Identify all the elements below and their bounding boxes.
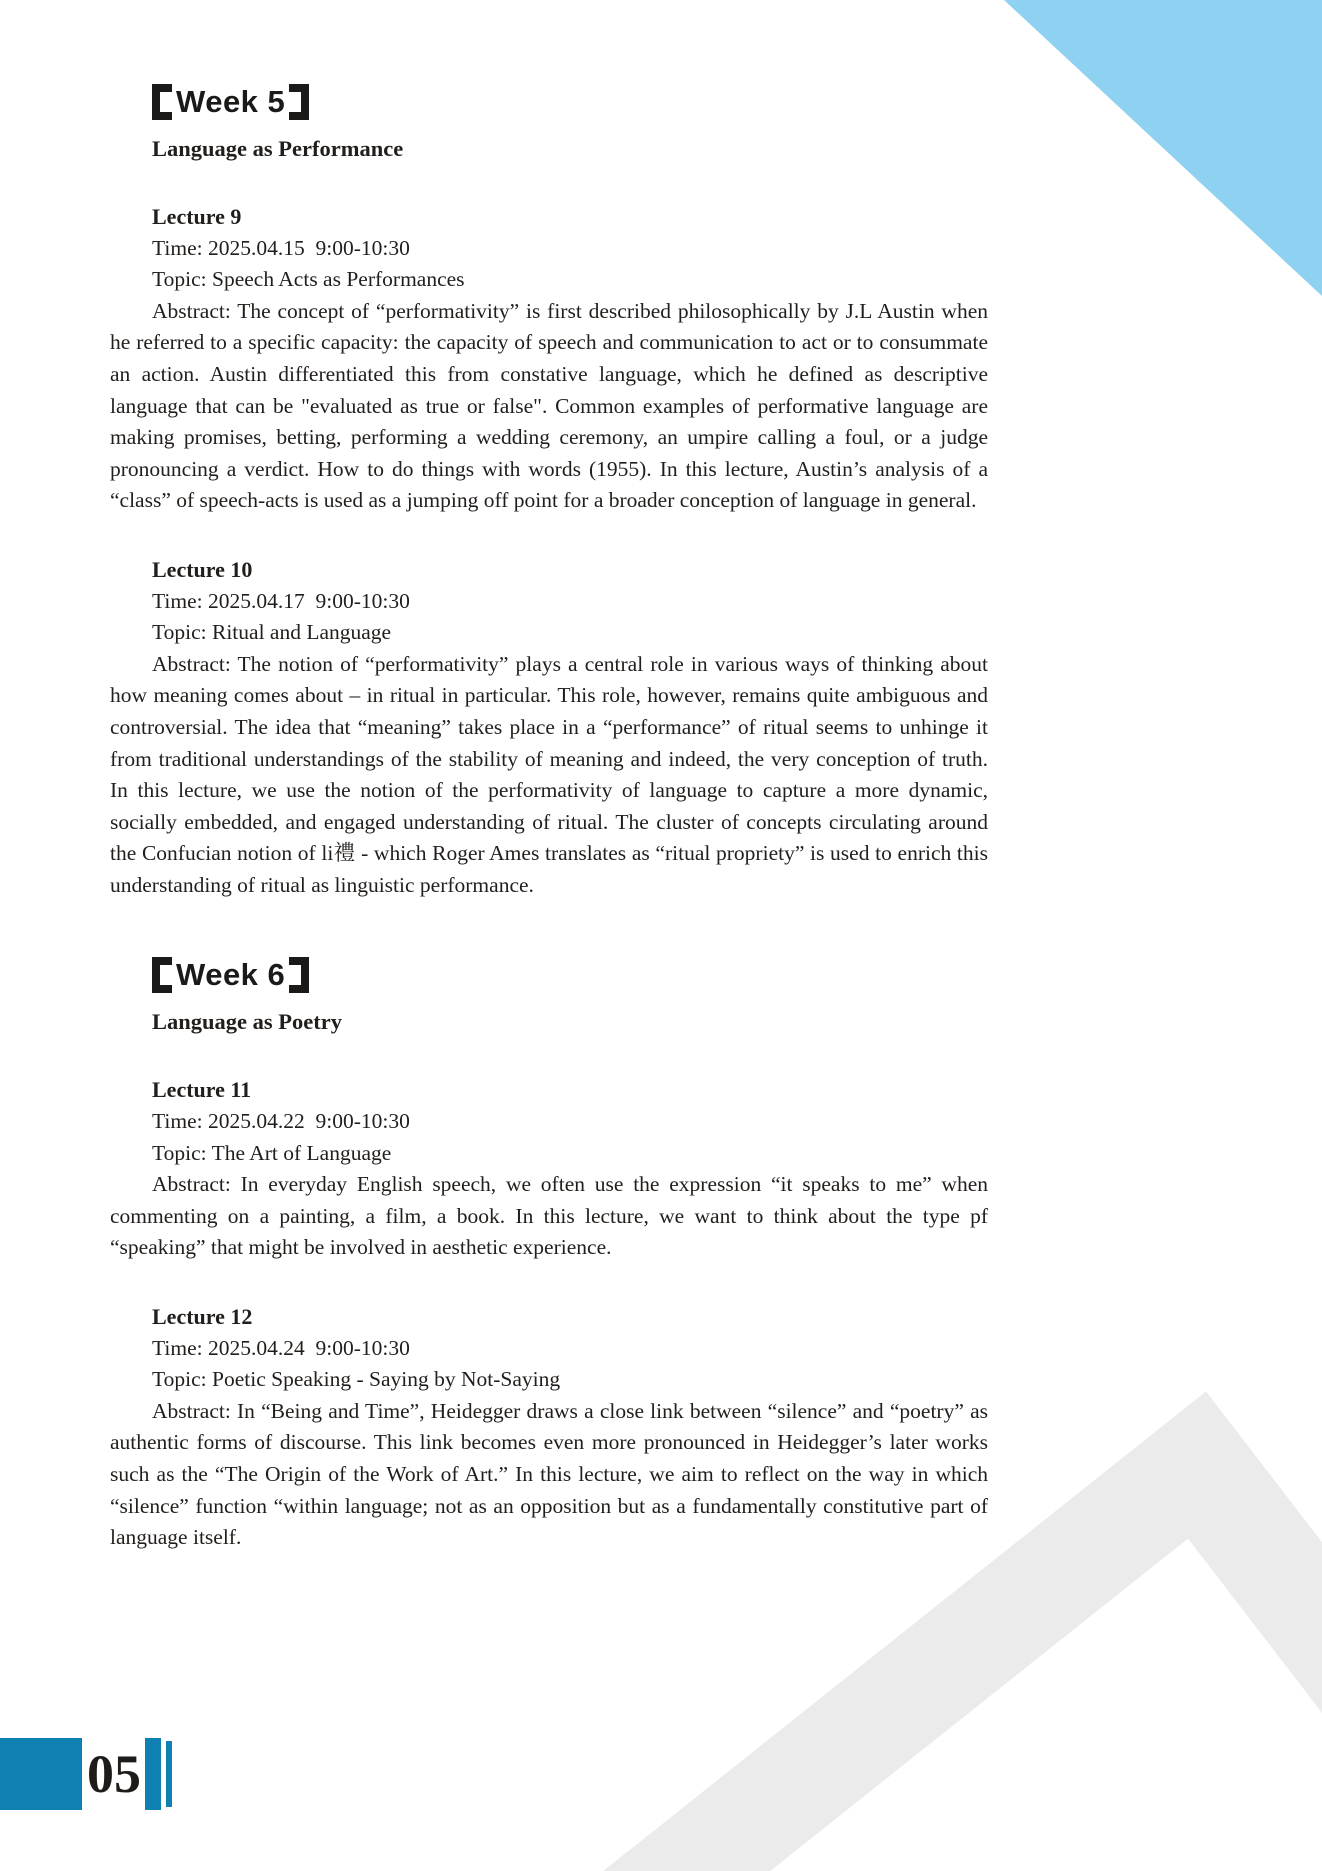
lenticular-bracket-left-icon (152, 84, 173, 120)
week-6-label: Week 6 (176, 957, 286, 993)
lecture-10-topic: Topic: Ritual and Language (152, 620, 392, 645)
lecture-10-title: Lecture 10 (152, 556, 253, 582)
week-6-section (110, 957, 988, 1553)
week-5-heading (152, 84, 988, 120)
lecture-11-title: Lecture 11 (152, 1077, 252, 1103)
lecture-11 (110, 1074, 988, 1264)
lecture-12-time: Time: 2025.04.24 9:00-10:30 (152, 1335, 410, 1360)
week-5-subtitle: Language as Performance (152, 136, 404, 161)
lecture-12 (110, 1301, 988, 1554)
week-5-section (110, 84, 988, 901)
footer-bar-thin (166, 1741, 172, 1807)
corner-triangle-decoration (1004, 0, 1322, 296)
lecture-9 (110, 201, 988, 517)
week-5-label: Week 5 (176, 84, 286, 119)
week-6-heading (152, 957, 988, 993)
page-content (110, 84, 988, 1554)
lecture-9-topic: Topic: Speech Acts as Performances (152, 267, 465, 292)
page-footer (0, 1738, 172, 1810)
lecture-10 (110, 554, 988, 902)
footer-blue-block (0, 1738, 82, 1810)
week-6-subtitle: Language as Poetry (152, 1009, 342, 1035)
lecture-11-time: Time: 2025.04.22 9:00-10:30 (152, 1109, 410, 1134)
lecture-10-time: Time: 2025.04.17 9:00-10:30 (152, 588, 410, 613)
lecture-9-abstract: Abstract: The concept of “performativity” is first described philosophically by J.L Austin when he referred to a specific capacity: the capacity of speech and communication to act or to consummate an action. Austin differentiated this from constative language, which he defined as descriptive language that can be "evaluated as true or false". Common examples of performative language are making promises, betting, performing a wedding ceremony, an umpire calling a foul, or a judge pronouncing a verdict. How to do things with words (1955). In this lecture, Austin’s analysis of a “class” of speech-acts is used as a jumping off point for a broader conception of language in general. (110, 298, 988, 513)
lenticular-bracket-right-icon (288, 84, 309, 120)
lecture-12-abstract: Abstract: In “Being and Time”, Heidegger draws a close link between “silence” and “poetry” as authentic forms of discourse. This link becomes even more pronounced in Heidegger’s later works such as the “The Origin of the Work of Art.” In this lecture, we aim to reflect on the way in which “silence” function “within language; not as an opposition but as a fundamentally constitutive part of language itself. (110, 1398, 988, 1550)
lecture-11-topic: Topic: The Art of Language (152, 1140, 392, 1165)
page-number: 05 (87, 1744, 141, 1804)
lecture-10-abstract: Abstract: The notion of “performativity” plays a central role in various ways of thinking about how meaning comes about – in ritual in particular. This role, however, remains quite ambiguous and controversial. The idea that “meaning” takes place in a “performance” of ritual seems to unhinge it from traditional understandings of the stability of meaning and indeed, the very conception of truth. In this lecture, we use the notion of the performativity of language to capture a more dynamic, socially embedded, and engaged understanding of ritual. The cluster of concepts circulating around the Confucian notion of li禮 - which Roger Ames translates as “ritual propriety” is used to enrich this understanding of ritual as linguistic performance. (110, 651, 988, 897)
lecture-9-title: Lecture 9 (152, 204, 242, 229)
lecture-12-topic: Topic: Poetic Speaking - Saying by Not-Saying (152, 1367, 561, 1392)
lenticular-bracket-right-icon (288, 957, 309, 993)
lecture-11-abstract: Abstract: In everyday English speech, we often use the expression “it speaks to me” when commenting on a painting, a film, a book. In this lecture, we want to think about the type pf “speaking” that might be involved in aesthetic experience. (110, 1172, 988, 1260)
lecture-9-time: Time: 2025.04.15 9:00-10:30 (152, 235, 410, 260)
lecture-12-title: Lecture 12 (152, 1304, 253, 1330)
lenticular-bracket-left-icon (152, 957, 173, 993)
footer-bar-thick (145, 1738, 161, 1810)
